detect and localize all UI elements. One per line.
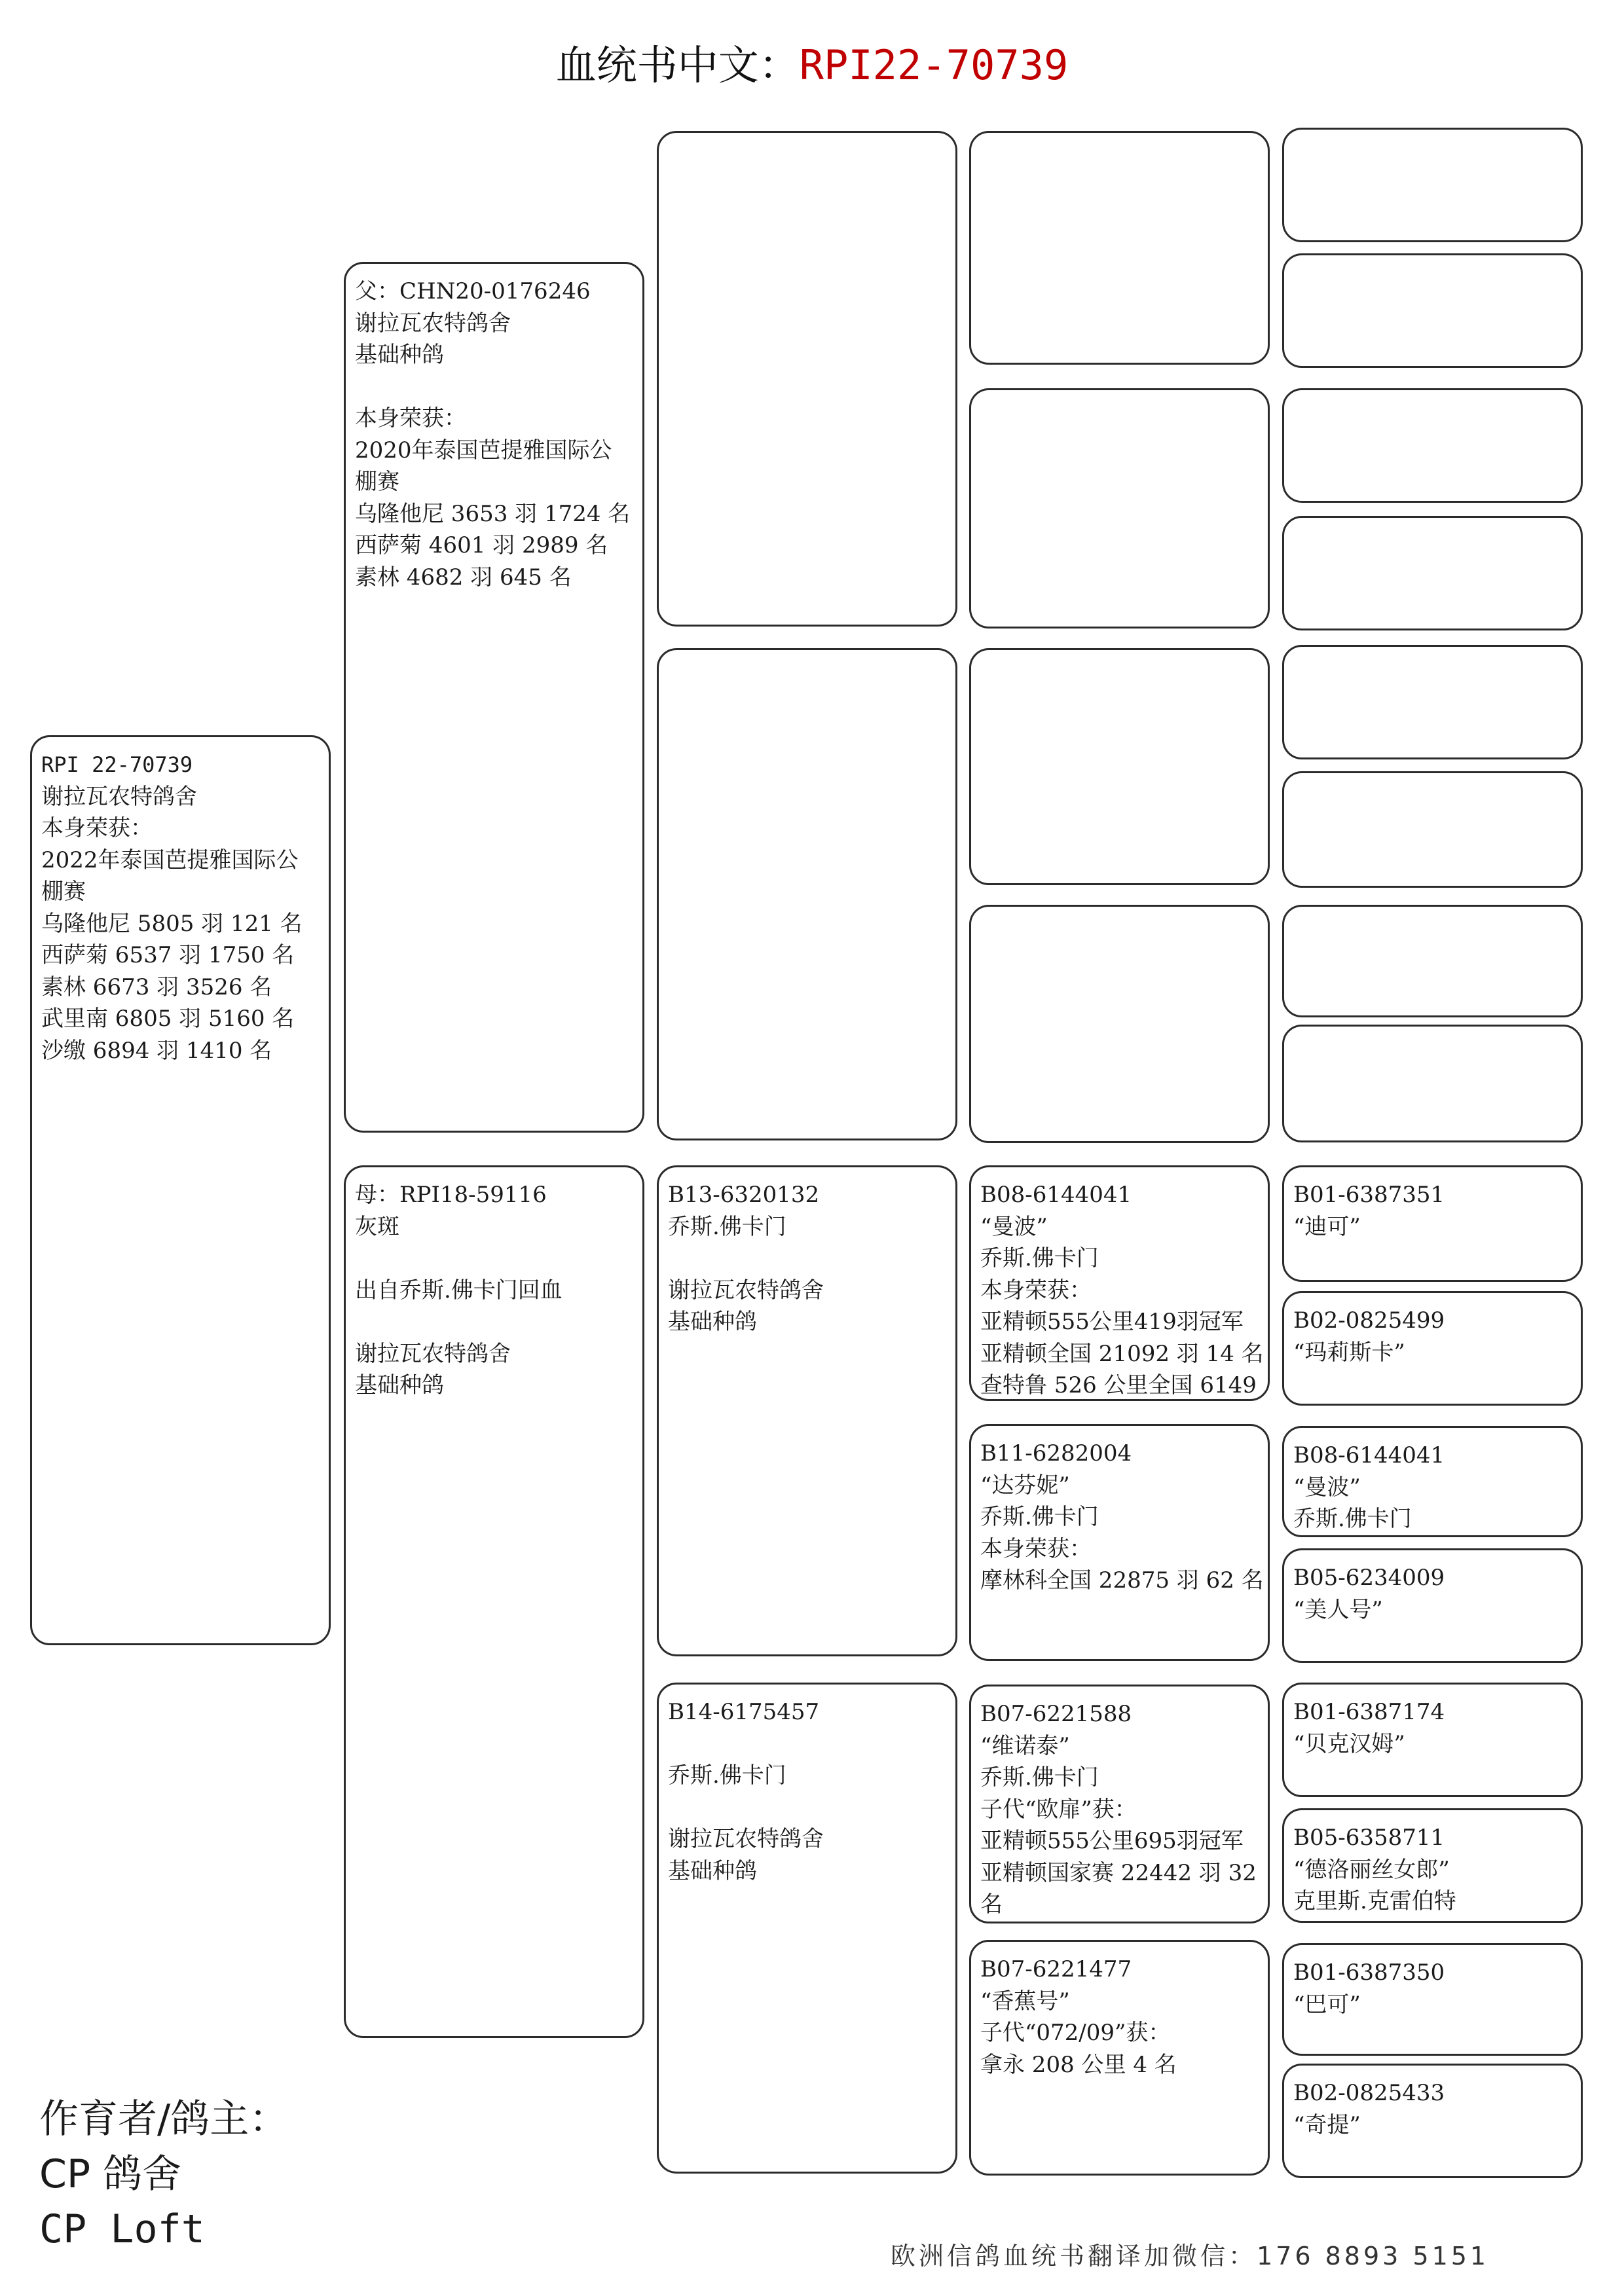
- subject-line: 2022年泰国芭提雅国际公: [41, 847, 299, 873]
- sire-line: 基础种鸽: [355, 342, 444, 368]
- gen3-line: 亚精顿555公里419羽冠军: [980, 1309, 1244, 1335]
- great-grandparent-box-4: [969, 905, 1270, 1143]
- sire-line: 父：CHN20-0176246: [355, 278, 591, 304]
- dam-box: [344, 1165, 644, 2038]
- subject-line: 棚赛: [41, 879, 86, 905]
- great-grandparent-box-2: [969, 388, 1270, 629]
- sire-line: [355, 371, 635, 403]
- gen3-line: 亚精顿全国 21092 羽 14 名: [980, 1340, 1264, 1367]
- gen3-line: 拿永 208 公里 4 名: [980, 2051, 1177, 2078]
- gen4-box-empty-7: [1282, 905, 1583, 1017]
- subject-line: 乌隆他尼 5805 羽 121 名: [41, 910, 303, 937]
- gen3-line: 查特鲁 526 公里全国 6149: [980, 1372, 1257, 1398]
- dam-dam-line: [668, 1728, 948, 1760]
- breeder-name-en: CP Loft: [39, 2206, 205, 2252]
- sire-line: 西萨菊 4601 羽 2989 名: [355, 532, 608, 558]
- gen4-line: “迪可”: [1293, 1213, 1361, 1240]
- gen3-line: 摩林科全国 22875 羽 62 名: [980, 1567, 1264, 1594]
- gen4-line: “曼波”: [1293, 1474, 1361, 1501]
- gen3-line: “香蕉号”: [980, 1988, 1070, 2014]
- dam-sire-line: 乔斯.佛卡门: [668, 1213, 786, 1240]
- sire-line: 素林 4682 羽 645 名: [355, 564, 572, 591]
- gen4-line: “贝克汉姆”: [1293, 1730, 1405, 1757]
- dam-dam-line: 谢拉瓦农特鸽舍: [668, 1826, 824, 1852]
- dam-line: [355, 1306, 635, 1338]
- dam-dam-line: 乔斯.佛卡门: [668, 1762, 786, 1789]
- sire-line: 棚赛: [355, 469, 399, 495]
- gen4-line: B01-6387174: [1293, 1699, 1445, 1725]
- dam-sire-line: [668, 1243, 948, 1275]
- dam-line: 灰斑: [355, 1213, 399, 1240]
- gen4-box-7: [1282, 1943, 1583, 2056]
- subject-line: RPI 22-70739: [41, 752, 193, 777]
- gen4-box-5: [1282, 1683, 1583, 1797]
- gen4-line: “奇提”: [1293, 2111, 1361, 2138]
- dam-line: [355, 1243, 635, 1275]
- gen3-line: 乔斯.佛卡门: [980, 1764, 1099, 1791]
- gen3-line: B07-6221588: [980, 1701, 1132, 1727]
- gen4-line: “巴可”: [1293, 1991, 1361, 2018]
- gen4-line: B05-6234009: [1293, 1565, 1445, 1591]
- gen4-line: 克里斯.克雷伯特: [1293, 1888, 1456, 1914]
- subject-line: 沙缴 6894 羽 1410 名: [41, 1037, 272, 1064]
- gen4-box-empty-3: [1282, 388, 1583, 503]
- breeder-name-zh: CP 鸽舍: [39, 2151, 182, 2197]
- gen4-box-8: [1282, 2064, 1583, 2178]
- dam-line: 母：RPI18-59116: [355, 1182, 547, 1208]
- page-title: [0, 36, 1624, 95]
- gen3-line: B07-6221477: [980, 1956, 1132, 1982]
- title-ring-number: RPI22-70739: [799, 41, 1069, 89]
- title-label: 血统书中文：: [555, 41, 800, 89]
- gen4-box-6: [1282, 1808, 1583, 1923]
- great-grandparent-box-1: [969, 131, 1270, 365]
- gen4-box-empty-4: [1282, 516, 1583, 630]
- subject-line: 武里南 6805 羽 5160 名: [41, 1006, 295, 1032]
- gen4-line: B08-6144041: [1293, 1442, 1445, 1468]
- dam-dam-line: B14-6175457: [668, 1699, 820, 1725]
- gen3-line: 本身荣获：: [980, 1535, 1092, 1562]
- gen4-line: “玛莉斯卡”: [1293, 1339, 1405, 1366]
- dam-sire-line: 谢拉瓦农特鸽舍: [668, 1277, 824, 1303]
- gen3-line: 子代“072/09”获：: [980, 2020, 1171, 2046]
- dam-sire-line: 基础种鸽: [668, 1309, 757, 1335]
- footer-contact: 欧洲信鸽血统书翻译加微信：176 8893 5151: [891, 2242, 1490, 2270]
- gen3-line: “曼波”: [980, 1213, 1048, 1240]
- gen3-line: 本身荣获：: [980, 1277, 1092, 1303]
- dam-dam-box: [657, 1683, 957, 2174]
- gen3-line: 名: [980, 1891, 1003, 1918]
- breeder-label: 作育者/鸽主：: [39, 2096, 289, 2142]
- gen4-line: B02-0825499: [1293, 1307, 1445, 1334]
- gen4-line: “美人号”: [1293, 1596, 1383, 1623]
- gen4-box-empty-1: [1282, 128, 1583, 242]
- gen3-line: 亚精顿555公里695羽冠军: [980, 1828, 1244, 1854]
- gen4-line: B01-6387351: [1293, 1182, 1445, 1208]
- sire-line: 本身荣获：: [355, 405, 466, 431]
- great-grandparent-box-dsd: [969, 1424, 1270, 1661]
- great-grandparent-box-dss: [969, 1165, 1270, 1401]
- gen4-box-empty-2: [1282, 253, 1583, 368]
- subject-line: 谢拉瓦农特鸽舍: [41, 783, 197, 810]
- great-grandparent-box-ddd: [969, 1940, 1270, 2176]
- dam-line: 谢拉瓦农特鸽舍: [355, 1340, 511, 1367]
- subject-line: 西萨菊 6537 羽 1750 名: [41, 942, 295, 968]
- dam-sire-line: B13-6320132: [668, 1182, 820, 1208]
- gen4-box-empty-6: [1282, 771, 1583, 888]
- gen4-line: “德洛丽丝女郎”: [1293, 1856, 1450, 1883]
- gen4-box-4: [1282, 1548, 1583, 1663]
- gen3-line: 亚精顿国家赛 22442 羽 32: [980, 1859, 1257, 1886]
- subject-line: 本身荣获：: [41, 815, 153, 841]
- gen3-line: “达芬妮”: [980, 1472, 1070, 1499]
- sire-sire-box: [657, 131, 957, 627]
- dam-line: 基础种鸽: [355, 1372, 444, 1398]
- dam-sire-box: [657, 1165, 957, 1656]
- gen4-line: B01-6387350: [1293, 1959, 1445, 1986]
- dam-line: 出自乔斯.佛卡门回血: [355, 1277, 563, 1303]
- gen4-box-1: [1282, 1165, 1583, 1282]
- sire-line: 乌隆他尼 3653 羽 1724 名: [355, 500, 631, 527]
- gen4-line: B02-0825433: [1293, 2080, 1445, 2106]
- sire-line: 2020年泰国芭提雅国际公: [355, 437, 612, 464]
- gen3-line: 乔斯.佛卡门: [980, 1245, 1099, 1271]
- dam-dam-line: [668, 1792, 948, 1824]
- gen4-box-3: [1282, 1426, 1583, 1537]
- great-grandparent-box-dds: [969, 1685, 1270, 1923]
- subject-pigeon-box: [30, 735, 331, 1645]
- gen4-line: B05-6358711: [1293, 1825, 1445, 1851]
- gen4-line: 乔斯.佛卡门: [1293, 1506, 1412, 1532]
- dam-dam-line: 基础种鸽: [668, 1857, 757, 1884]
- breeder-block: [39, 2092, 288, 2257]
- gen4-box-empty-5: [1282, 645, 1583, 759]
- sire-dam-box: [657, 648, 957, 1140]
- gen4-box-empty-8: [1282, 1025, 1583, 1142]
- gen3-line: B11-6282004: [980, 1440, 1132, 1467]
- sire-box: [344, 262, 644, 1133]
- sire-line: 谢拉瓦农特鸽舍: [355, 310, 511, 337]
- gen4-box-2: [1282, 1291, 1583, 1406]
- great-grandparent-box-3: [969, 648, 1270, 885]
- subject-line: 素林 6673 羽 3526 名: [41, 974, 272, 1000]
- gen3-line: “维诺泰”: [980, 1732, 1070, 1759]
- gen3-line: 乔斯.佛卡门: [980, 1504, 1099, 1530]
- gen3-line: 子代“欧扉”获：: [980, 1796, 1137, 1823]
- gen3-line: B08-6144041: [980, 1182, 1132, 1208]
